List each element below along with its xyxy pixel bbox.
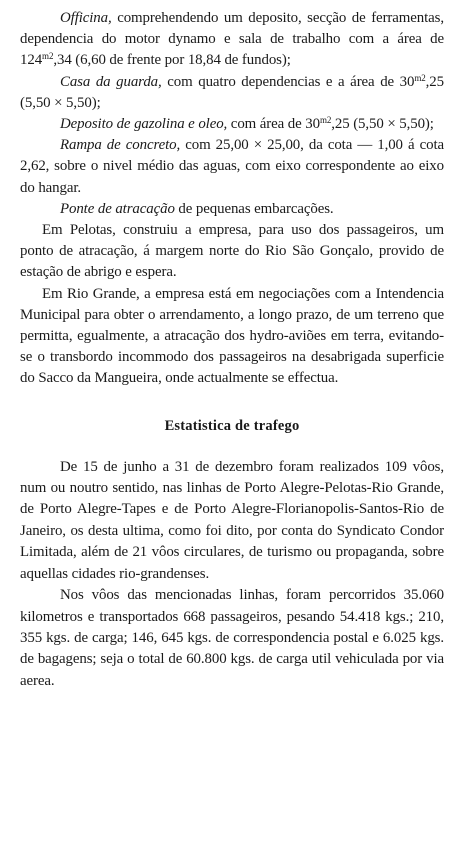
section-heading: Estatistica de trafego xyxy=(164,417,300,434)
paragraph xyxy=(20,72,444,114)
text-run: Em Pelotas, construiu a empresa, para uso dos passageiros, um ponto de atracação, á margem norte do Rio São Gonçalo, provido de estação de abrigo e espera. xyxy=(20,222,444,281)
text-run: Em Rio Grande, a empresa está em negociações com a Intendencia Municipal para obter o arrendamento, a longo prazo, de um terreno que permitta, egualmente, a atracação dos hydro-aviões em terra, evitando-se o transbordo incommodo dos passageiros na desabrigada superficie do Sacco da Mangueira, onde actualmente se effectua. xyxy=(20,285,444,387)
text-run: comprehendendo um deposito, secção de ferramentas, dependencia do motor dynamo e sala de trabalho com a área de 124 xyxy=(20,10,444,69)
paragraph xyxy=(20,135,444,199)
facilities-section xyxy=(20,8,444,390)
superscript-unit: m2 xyxy=(319,115,332,126)
text-run: com quatro dependencias e a área de 30 xyxy=(161,73,415,90)
paragraph xyxy=(20,114,444,135)
text-run: ,34 (6,60 de frente por 18,84 de fundos); xyxy=(53,52,291,69)
italic-term: Officina, xyxy=(60,10,112,26)
italic-term: Deposito de gazolina e oleo, xyxy=(60,116,228,133)
text-run: De 15 de junho a 31 de dezembro foram realizados 109 vôos, num ou noutro sentido, nas linhas de Porto Alegre-Pelotas-Rio Grande, de Porto Alegre-Tapes e de Porto Alegre-Florianopolis-Santos-Rio de Janeiro, os desta ultima, como foi dito, por conta do Syndicato Condor Limitada, além de 21 vôos circulares, de turismo ou propaganda, sobre aquellas cidades rio-grandenses. xyxy=(20,458,444,582)
traffic-statistics-section xyxy=(20,457,444,692)
italic-term: Rampa de concreto, xyxy=(60,137,181,154)
paragraph xyxy=(20,220,444,284)
paragraph xyxy=(20,457,444,585)
paragraph xyxy=(20,284,444,390)
text-run: ,25 (5,50 × 5,50); xyxy=(20,73,444,111)
superscript-unit: m2 xyxy=(42,51,54,62)
superscript-unit: m2 xyxy=(414,72,426,83)
text-run: com 25,00 × 25,00, da cota — 1,00 á cota 2,62, sobre o nivel médio das aguas, com eixo correspondente ao eixo do hangar. xyxy=(20,137,444,196)
text-run: Nos vôos das mencionadas linhas, foram percorridos 35.060 kilometros e transportados 668 passageiros, pesando 54.418 kgs.; 210, 355 kgs. de carga; 146, 645 kgs. de correspondencia postal e 6.025 kgs. de bagagens; seja o total de 60.800 kgs. de carga util vehiculada por via aerea. xyxy=(20,587,444,689)
paragraph xyxy=(20,199,444,220)
paragraph xyxy=(20,585,444,692)
text-run: de pequenas embarcações. xyxy=(174,200,334,217)
italic-term: Casa da guarda, xyxy=(60,73,162,90)
paragraph xyxy=(20,8,444,72)
italic-term: Ponte de atracação xyxy=(60,200,175,217)
text-run: com área de 30 xyxy=(227,116,320,133)
text-run: ,25 (5,50 × 5,50); xyxy=(331,116,434,133)
